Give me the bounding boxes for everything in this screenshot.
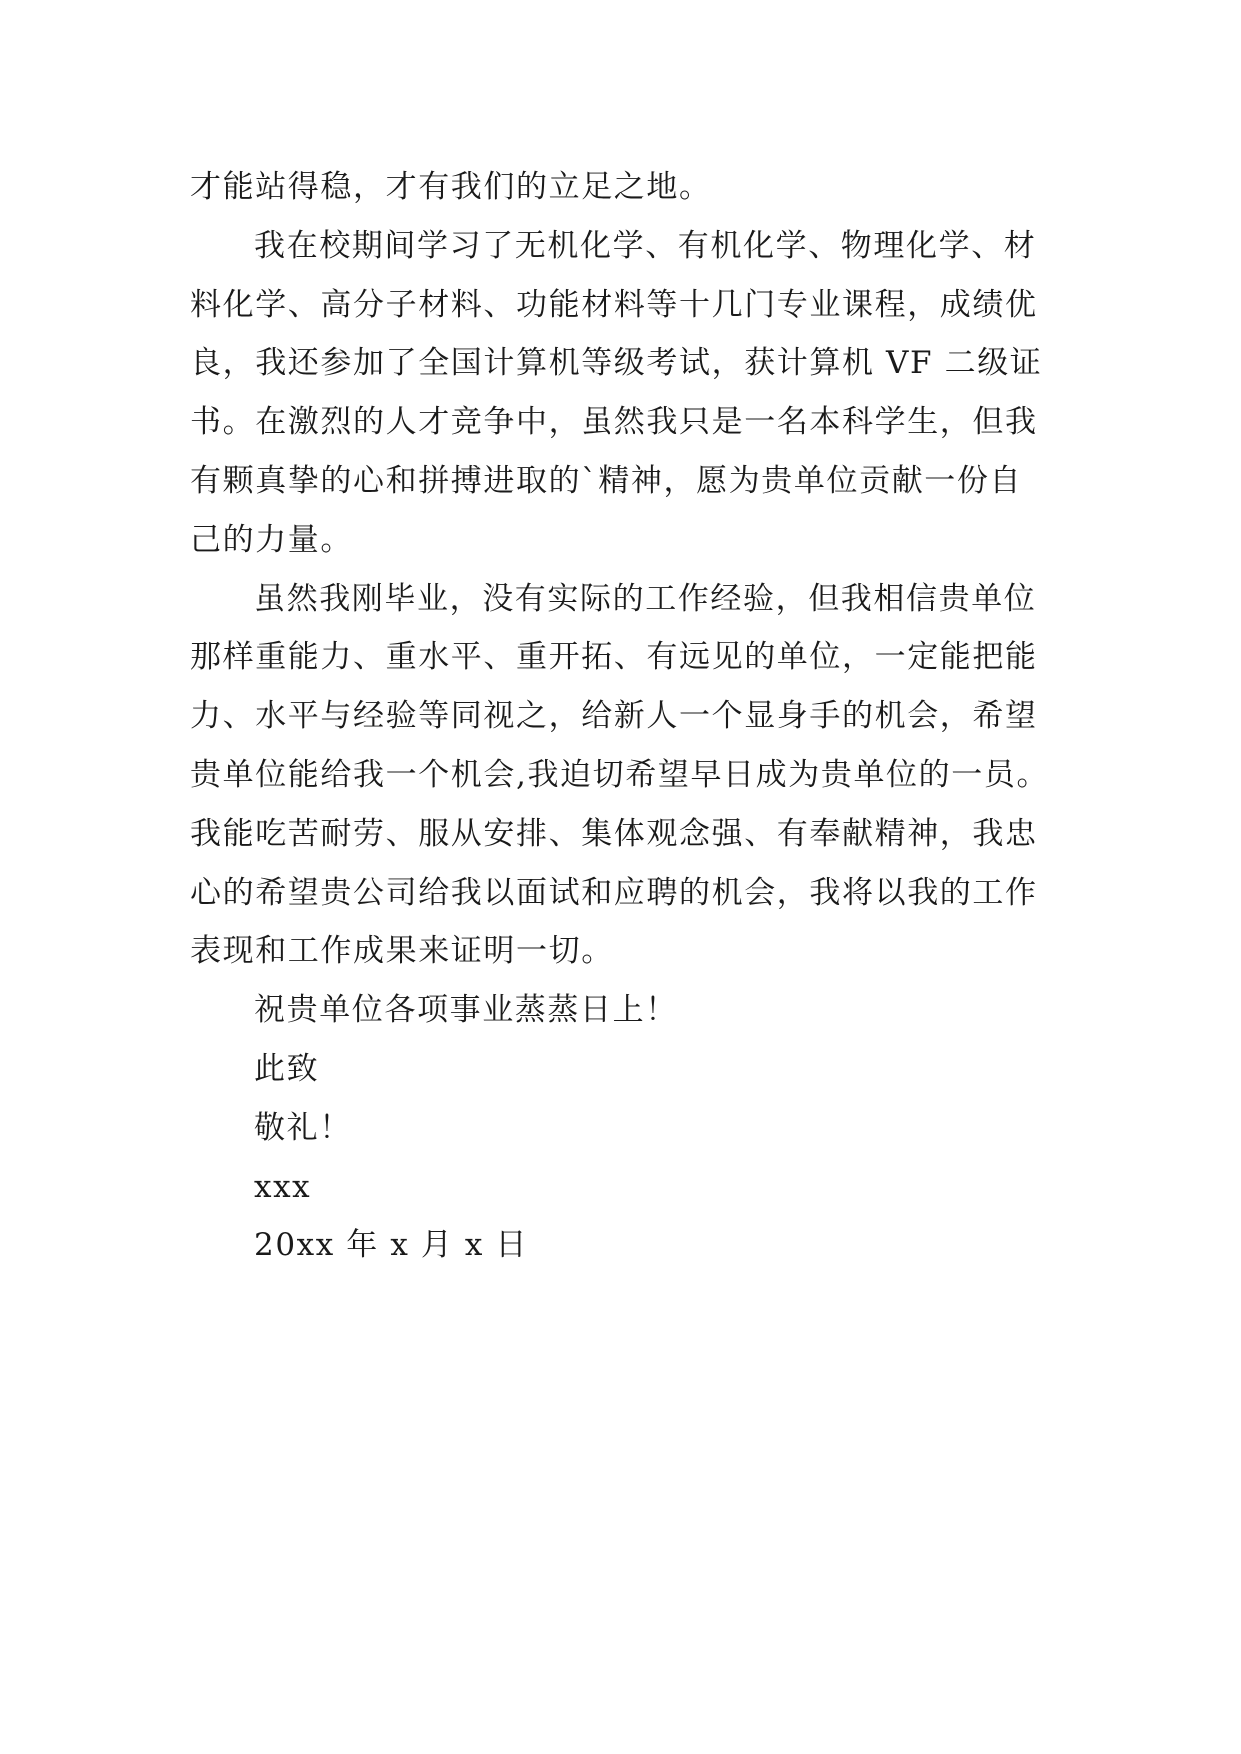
letter-body bbox=[190, 158, 1070, 1275]
signature: xxx bbox=[254, 1168, 312, 1205]
closing-wish: 祝贵单位各项事业蒸蒸日上！ bbox=[254, 992, 678, 1029]
paragraph-line: 料化学、高分子材料、功能材料等十几门专业课程，成绩优 bbox=[190, 286, 1038, 323]
paragraph-line: 虽然我刚毕业，没有实际的工作经验，但我相信贵单位 bbox=[254, 580, 1037, 617]
paragraph-line: 良，我还参加了全国计算机等级考试，获计算机 VF 二级证 bbox=[190, 345, 1043, 382]
closing-salutation: 此致 bbox=[254, 1050, 320, 1087]
paragraph-line: 贵单位能给我一个机会,我迫切希望早日成为贵单位的一员。 bbox=[190, 756, 1050, 793]
paragraph-line: 心的希望贵公司给我以面试和应聘的机会，我将以我的工作 bbox=[190, 874, 1038, 911]
paragraph-line: 我在校期间学习了无机化学、有机化学、物理化学、材 bbox=[254, 227, 1037, 264]
paragraph-line: 力、水平与经验等同视之，给新人一个显身手的机会，希望 bbox=[190, 698, 1038, 735]
paragraph-line: 那样重能力、重水平、重开拓、有远见的单位，一定能把能 bbox=[190, 639, 1038, 676]
paragraph-line: 才能站得稳，才有我们的立足之地。 bbox=[190, 169, 712, 205]
paragraph-line: 表现和工作成果来证明一切。 bbox=[190, 933, 614, 970]
paragraph-line: 书。在激烈的人才竞争中，虽然我只是一名本科学生，但我 bbox=[190, 404, 1038, 441]
paragraph-line: 有颗真挚的心和拼搏进取的`精神，愿为贵单位贡献一份自 bbox=[190, 462, 1023, 499]
letter-date: 20xx 年 x 月 x 日 bbox=[254, 1227, 529, 1264]
paragraph-line: 我能吃苦耐劳、服从安排、集体观念强、有奉献精神，我忠 bbox=[190, 815, 1038, 852]
paragraph-line: 己的力量。 bbox=[190, 521, 353, 558]
closing-regards: 敬礼！ bbox=[254, 1109, 352, 1146]
